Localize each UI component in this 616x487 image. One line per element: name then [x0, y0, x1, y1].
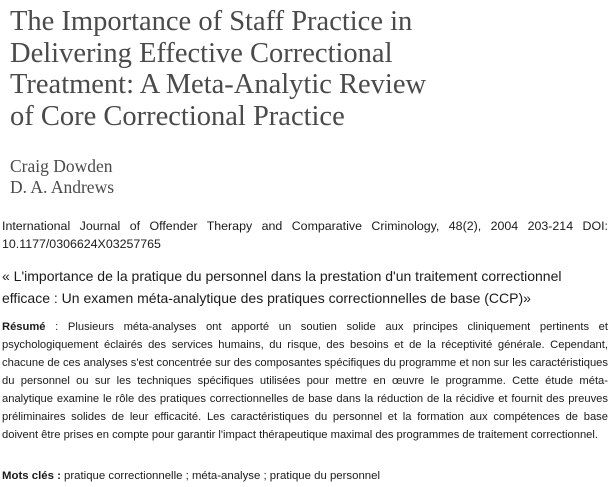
author-name: Craig Dowden [10, 156, 113, 176]
title-line: Treatment: A Meta-Analytic Review [10, 69, 427, 100]
keywords-text: pratique correctionnelle ; méta-analyse ; pratique du personnel [60, 470, 381, 482]
abstract-separator: : [45, 321, 68, 333]
citation: International Journal of Offender Therapy and Comparative Criminology, 48(2), 2004 203-214 DOI: 10.1177/0306624X03257765 [2, 219, 608, 251]
abstract-text: Plusieurs méta-analyses ont apporté un soutien solide aux principes cliniquement pertinents et psychologiquement éclairés des services humains, du risque, des besoins et de la réceptivité générale. Cependant, chacune de ces analyses s'est concentrée sur des composantes spécifiques du programme et non sur les caractéristiques du personnel ou sur les techniques spécifiques utilisées pour mettre en œuvre le programme. Cette étude méta-analytique examine le rôle des pratiques correctionnelles de base dans la réduction de la récidive et fournit des preuves préliminaires solides de leur efficacité. Les caractéristiques du personnel et la formation aux compétences de base doivent être prises en compte pour garantir l'impact thérapeutique maximal des programmes de traitement correctionnel. [2, 321, 609, 441]
author-name: D. A. Andrews [10, 177, 115, 197]
keywords [2, 467, 608, 485]
title-line: of Core Correctional Practice [10, 100, 345, 132]
keywords-label: Mots clés : [2, 470, 61, 482]
title-line: Delivering Effective Correctional [10, 37, 393, 69]
abstract [2, 318, 608, 444]
article-title [10, 6, 610, 132]
french-title: « L'importance de la pratique du personnel dans la prestation d'un traitement correctionnel efficace : Un examen méta-analytique des pratiques correctionnelles de base (CCP)» [2, 268, 562, 306]
title-line: The Importance of Staff Practice in [10, 6, 413, 37]
abstract-label: Résumé [2, 321, 46, 333]
author-list [10, 156, 114, 198]
